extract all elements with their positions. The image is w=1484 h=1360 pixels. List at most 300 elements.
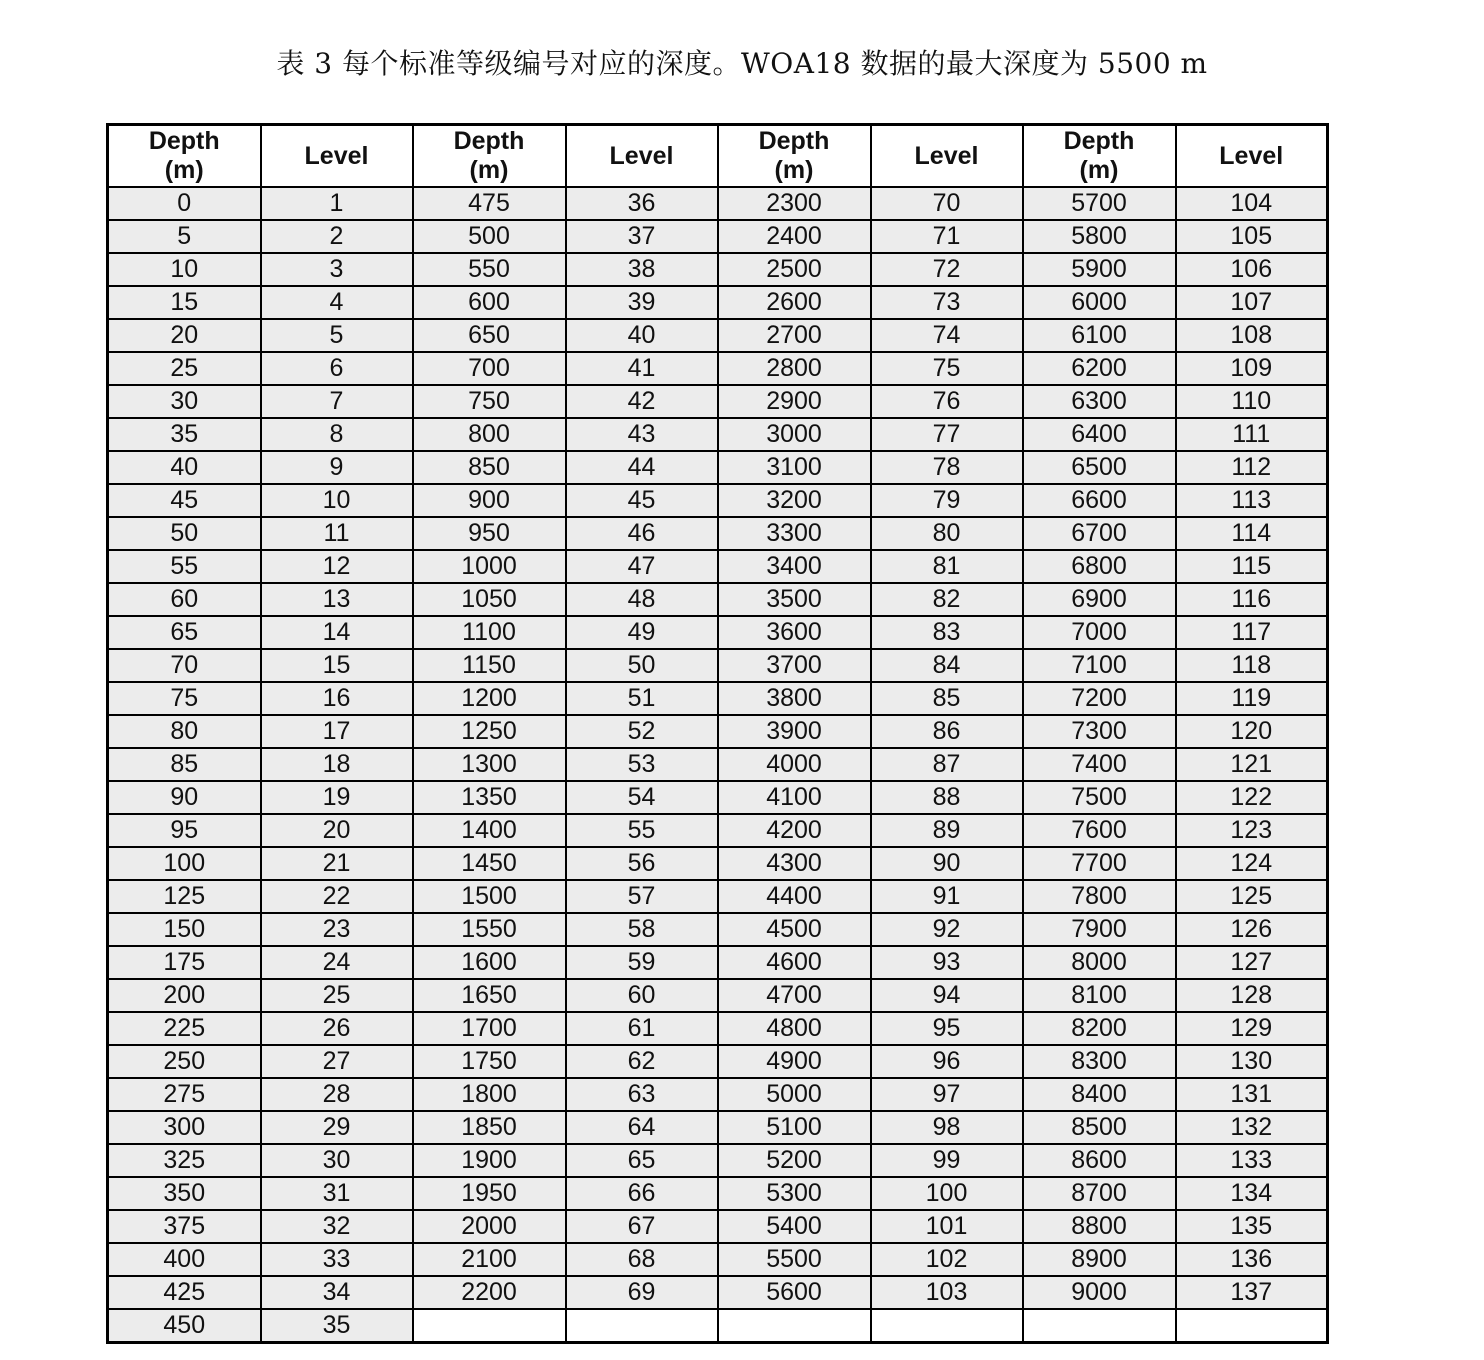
depth-cell: 7000 — [1023, 616, 1176, 649]
depth-cell: 1700 — [413, 1012, 566, 1045]
level-cell: 70 — [871, 187, 1023, 220]
level-cell: 74 — [871, 319, 1023, 352]
level-cell: 27 — [261, 1045, 413, 1078]
level-cell: 112 — [1176, 451, 1328, 484]
depth-cell: 8500 — [1023, 1111, 1176, 1144]
level-cell: 5 — [261, 319, 413, 352]
depth-cell: 8800 — [1023, 1210, 1176, 1243]
depth-cell: 1350 — [413, 781, 566, 814]
level-cell: 81 — [871, 550, 1023, 583]
table-row — [108, 1012, 1328, 1045]
depth-cell: 1400 — [413, 814, 566, 847]
depth-cell: 1650 — [413, 979, 566, 1012]
level-cell: 39 — [566, 286, 718, 319]
depth-cell: 1550 — [413, 913, 566, 946]
depth-cell: 8900 — [1023, 1243, 1176, 1276]
level-cell: 79 — [871, 484, 1023, 517]
level-cell: 48 — [566, 583, 718, 616]
depth-cell: 70 — [108, 649, 261, 682]
level-cell: 88 — [871, 781, 1023, 814]
level-cell: 68 — [566, 1243, 718, 1276]
level-cell: 14 — [261, 616, 413, 649]
level-cell: 60 — [566, 979, 718, 1012]
level-cell: 109 — [1176, 352, 1328, 385]
depth-cell: 650 — [413, 319, 566, 352]
level-cell: 38 — [566, 253, 718, 286]
level-cell: 91 — [871, 880, 1023, 913]
level-cell: 85 — [871, 682, 1023, 715]
table-row — [108, 946, 1328, 979]
level-cell: 4 — [261, 286, 413, 319]
depth-cell: 3600 — [718, 616, 871, 649]
depth-cell: 1300 — [413, 748, 566, 781]
depth-cell: 25 — [108, 352, 261, 385]
level-cell: 33 — [261, 1243, 413, 1276]
level-cell: 95 — [871, 1012, 1023, 1045]
depth-cell: 375 — [108, 1210, 261, 1243]
depth-cell: 5900 — [1023, 253, 1176, 286]
table-row — [108, 1309, 1328, 1343]
depth-cell: 325 — [108, 1144, 261, 1177]
level-cell: 117 — [1176, 616, 1328, 649]
table-row — [108, 1276, 1328, 1309]
table-row — [108, 979, 1328, 1012]
level-cell: 125 — [1176, 880, 1328, 913]
depth-cell: 1250 — [413, 715, 566, 748]
depth-cell: 5500 — [718, 1243, 871, 1276]
depth-cell: 4200 — [718, 814, 871, 847]
level-cell: 132 — [1176, 1111, 1328, 1144]
level-cell: 94 — [871, 979, 1023, 1012]
table-body — [108, 187, 1328, 1343]
depth-cell: 7500 — [1023, 781, 1176, 814]
depth-cell: 7700 — [1023, 847, 1176, 880]
level-cell: 13 — [261, 583, 413, 616]
depth-cell: 4000 — [718, 748, 871, 781]
level-cell: 122 — [1176, 781, 1328, 814]
table-row — [108, 352, 1328, 385]
depth-cell: 2700 — [718, 319, 871, 352]
table-row — [108, 715, 1328, 748]
level-cell: 77 — [871, 418, 1023, 451]
table-row — [108, 1144, 1328, 1177]
level-cell: 32 — [261, 1210, 413, 1243]
level-cell: 19 — [261, 781, 413, 814]
depth-cell: 6600 — [1023, 484, 1176, 517]
header-row — [108, 125, 1328, 188]
level-cell: 133 — [1176, 1144, 1328, 1177]
level-cell: 124 — [1176, 847, 1328, 880]
level-cell: 71 — [871, 220, 1023, 253]
depth-cell: 40 — [108, 451, 261, 484]
level-cell: 59 — [566, 946, 718, 979]
depth-cell: 8700 — [1023, 1177, 1176, 1210]
depth-cell: 4700 — [718, 979, 871, 1012]
depth-cell: 2400 — [718, 220, 871, 253]
depth-cell: 175 — [108, 946, 261, 979]
level-cell: 58 — [566, 913, 718, 946]
depth-cell: 3900 — [718, 715, 871, 748]
table-row — [108, 616, 1328, 649]
level-cell: 36 — [566, 187, 718, 220]
table-row — [108, 517, 1328, 550]
header-depth: Depth (m) — [718, 125, 871, 188]
level-cell: 65 — [566, 1144, 718, 1177]
level-cell: 20 — [261, 814, 413, 847]
level-cell: 129 — [1176, 1012, 1328, 1045]
level-cell: 24 — [261, 946, 413, 979]
depth-cell: 2900 — [718, 385, 871, 418]
level-cell: 21 — [261, 847, 413, 880]
level-cell: 49 — [566, 616, 718, 649]
level-cell: 80 — [871, 517, 1023, 550]
level-cell: 130 — [1176, 1045, 1328, 1078]
level-cell: 78 — [871, 451, 1023, 484]
level-cell: 83 — [871, 616, 1023, 649]
header-depth: Depth (m) — [413, 125, 566, 188]
depth-cell: 2600 — [718, 286, 871, 319]
level-cell: 15 — [261, 649, 413, 682]
level-cell: 57 — [566, 880, 718, 913]
depth-cell: 250 — [108, 1045, 261, 1078]
table-row — [108, 781, 1328, 814]
depth-cell: 8300 — [1023, 1045, 1176, 1078]
level-cell: 99 — [871, 1144, 1023, 1177]
depth-cell: 5700 — [1023, 187, 1176, 220]
table-row — [108, 319, 1328, 352]
depth-cell: 4600 — [718, 946, 871, 979]
level-cell: 62 — [566, 1045, 718, 1078]
level-cell: 10 — [261, 484, 413, 517]
depth-cell: 50 — [108, 517, 261, 550]
level-cell: 11 — [261, 517, 413, 550]
depth-cell — [1023, 1309, 1176, 1343]
depth-cell: 2100 — [413, 1243, 566, 1276]
depth-cell: 7200 — [1023, 682, 1176, 715]
depth-cell: 125 — [108, 880, 261, 913]
level-cell: 28 — [261, 1078, 413, 1111]
depth-cell: 7900 — [1023, 913, 1176, 946]
depth-cell: 4800 — [718, 1012, 871, 1045]
depth-cell: 100 — [108, 847, 261, 880]
header-level: Level — [871, 125, 1023, 188]
level-cell: 128 — [1176, 979, 1328, 1012]
level-cell: 92 — [871, 913, 1023, 946]
depth-cell: 6700 — [1023, 517, 1176, 550]
depth-cell: 275 — [108, 1078, 261, 1111]
level-cell: 100 — [871, 1177, 1023, 1210]
depth-cell: 700 — [413, 352, 566, 385]
table-row — [108, 913, 1328, 946]
level-cell: 118 — [1176, 649, 1328, 682]
level-cell: 131 — [1176, 1078, 1328, 1111]
depth-cell: 1900 — [413, 1144, 566, 1177]
table-row — [108, 583, 1328, 616]
level-cell: 47 — [566, 550, 718, 583]
level-cell: 120 — [1176, 715, 1328, 748]
table-row — [108, 187, 1328, 220]
level-cell: 54 — [566, 781, 718, 814]
table-row — [108, 847, 1328, 880]
depth-cell: 5100 — [718, 1111, 871, 1144]
depth-cell: 3000 — [718, 418, 871, 451]
depth-cell: 2300 — [718, 187, 871, 220]
header-level: Level — [261, 125, 413, 188]
table-row — [108, 748, 1328, 781]
level-cell: 93 — [871, 946, 1023, 979]
depth-cell: 8100 — [1023, 979, 1176, 1012]
level-cell: 135 — [1176, 1210, 1328, 1243]
depth-cell: 5600 — [718, 1276, 871, 1309]
depth-level-table — [106, 123, 1329, 1344]
level-cell: 26 — [261, 1012, 413, 1045]
depth-cell: 5000 — [718, 1078, 871, 1111]
depth-cell: 1450 — [413, 847, 566, 880]
level-cell: 41 — [566, 352, 718, 385]
level-cell: 64 — [566, 1111, 718, 1144]
table-row — [108, 880, 1328, 913]
level-cell: 53 — [566, 748, 718, 781]
depth-cell: 1750 — [413, 1045, 566, 1078]
depth-cell: 30 — [108, 385, 261, 418]
depth-cell: 1000 — [413, 550, 566, 583]
depth-cell: 6100 — [1023, 319, 1176, 352]
depth-cell: 4500 — [718, 913, 871, 946]
level-cell: 31 — [261, 1177, 413, 1210]
level-cell: 17 — [261, 715, 413, 748]
level-cell: 9 — [261, 451, 413, 484]
depth-cell: 5800 — [1023, 220, 1176, 253]
level-cell: 22 — [261, 880, 413, 913]
depth-cell: 95 — [108, 814, 261, 847]
level-cell: 119 — [1176, 682, 1328, 715]
level-cell: 75 — [871, 352, 1023, 385]
depth-cell: 2800 — [718, 352, 871, 385]
level-cell: 114 — [1176, 517, 1328, 550]
depth-cell: 500 — [413, 220, 566, 253]
level-cell: 29 — [261, 1111, 413, 1144]
level-cell: 87 — [871, 748, 1023, 781]
depth-cell: 8000 — [1023, 946, 1176, 979]
level-cell: 56 — [566, 847, 718, 880]
depth-cell: 1100 — [413, 616, 566, 649]
level-cell: 16 — [261, 682, 413, 715]
depth-cell: 850 — [413, 451, 566, 484]
depth-cell: 5300 — [718, 1177, 871, 1210]
table-row — [108, 220, 1328, 253]
level-cell: 69 — [566, 1276, 718, 1309]
level-cell: 37 — [566, 220, 718, 253]
header-depth: Depth (m) — [108, 125, 261, 188]
level-cell: 51 — [566, 682, 718, 715]
depth-cell: 7800 — [1023, 880, 1176, 913]
depth-cell: 4100 — [718, 781, 871, 814]
level-cell: 86 — [871, 715, 1023, 748]
level-cell: 34 — [261, 1276, 413, 1309]
level-cell: 1 — [261, 187, 413, 220]
depth-cell: 150 — [108, 913, 261, 946]
depth-cell: 2200 — [413, 1276, 566, 1309]
level-cell: 23 — [261, 913, 413, 946]
depth-cell: 6900 — [1023, 583, 1176, 616]
level-cell: 127 — [1176, 946, 1328, 979]
header-level: Level — [566, 125, 718, 188]
depth-cell: 75 — [108, 682, 261, 715]
depth-cell: 90 — [108, 781, 261, 814]
level-cell: 123 — [1176, 814, 1328, 847]
level-cell: 103 — [871, 1276, 1023, 1309]
depth-cell: 1500 — [413, 880, 566, 913]
level-cell: 40 — [566, 319, 718, 352]
depth-cell: 225 — [108, 1012, 261, 1045]
level-cell: 12 — [261, 550, 413, 583]
table-row — [108, 418, 1328, 451]
level-cell: 102 — [871, 1243, 1023, 1276]
level-cell: 76 — [871, 385, 1023, 418]
level-cell: 52 — [566, 715, 718, 748]
level-cell: 63 — [566, 1078, 718, 1111]
table-row — [108, 814, 1328, 847]
level-cell: 45 — [566, 484, 718, 517]
depth-cell: 4900 — [718, 1045, 871, 1078]
level-cell: 82 — [871, 583, 1023, 616]
depth-cell: 4400 — [718, 880, 871, 913]
depth-cell: 3700 — [718, 649, 871, 682]
level-cell: 89 — [871, 814, 1023, 847]
level-cell: 46 — [566, 517, 718, 550]
depth-cell: 1950 — [413, 1177, 566, 1210]
level-cell: 2 — [261, 220, 413, 253]
depth-cell: 1200 — [413, 682, 566, 715]
depth-cell: 0 — [108, 187, 261, 220]
depth-cell: 475 — [413, 187, 566, 220]
level-cell: 107 — [1176, 286, 1328, 319]
level-cell: 126 — [1176, 913, 1328, 946]
depth-cell: 85 — [108, 748, 261, 781]
depth-cell: 350 — [108, 1177, 261, 1210]
depth-cell: 6000 — [1023, 286, 1176, 319]
depth-cell: 7600 — [1023, 814, 1176, 847]
level-cell: 73 — [871, 286, 1023, 319]
level-cell: 113 — [1176, 484, 1328, 517]
level-cell: 121 — [1176, 748, 1328, 781]
table-row — [108, 1177, 1328, 1210]
depth-cell: 9000 — [1023, 1276, 1176, 1309]
table-row — [108, 1111, 1328, 1144]
depth-cell: 5200 — [718, 1144, 871, 1177]
level-cell — [566, 1309, 718, 1343]
depth-cell: 35 — [108, 418, 261, 451]
level-cell: 72 — [871, 253, 1023, 286]
depth-cell: 550 — [413, 253, 566, 286]
depth-cell: 20 — [108, 319, 261, 352]
level-cell — [871, 1309, 1023, 1343]
depth-cell: 60 — [108, 583, 261, 616]
depth-cell — [413, 1309, 566, 1343]
depth-cell: 400 — [108, 1243, 261, 1276]
table-row — [108, 550, 1328, 583]
depth-cell: 55 — [108, 550, 261, 583]
level-cell: 35 — [261, 1309, 413, 1343]
level-cell: 136 — [1176, 1243, 1328, 1276]
table-row — [108, 484, 1328, 517]
level-cell: 96 — [871, 1045, 1023, 1078]
depth-cell: 300 — [108, 1111, 261, 1144]
depth-cell: 3100 — [718, 451, 871, 484]
table-header — [108, 125, 1328, 188]
level-cell: 6 — [261, 352, 413, 385]
depth-cell: 6500 — [1023, 451, 1176, 484]
level-cell — [1176, 1309, 1328, 1343]
depth-cell: 7300 — [1023, 715, 1176, 748]
depth-cell: 750 — [413, 385, 566, 418]
level-cell: 108 — [1176, 319, 1328, 352]
depth-cell: 950 — [413, 517, 566, 550]
level-cell: 134 — [1176, 1177, 1328, 1210]
level-cell: 90 — [871, 847, 1023, 880]
depth-cell: 3400 — [718, 550, 871, 583]
table-row — [108, 682, 1328, 715]
depth-cell: 6800 — [1023, 550, 1176, 583]
level-cell: 7 — [261, 385, 413, 418]
level-cell: 55 — [566, 814, 718, 847]
depth-cell: 1600 — [413, 946, 566, 979]
depth-cell: 1850 — [413, 1111, 566, 1144]
depth-cell: 900 — [413, 484, 566, 517]
depth-cell: 5400 — [718, 1210, 871, 1243]
depth-cell: 1050 — [413, 583, 566, 616]
depth-cell: 6400 — [1023, 418, 1176, 451]
table-row — [108, 253, 1328, 286]
table-row — [108, 1243, 1328, 1276]
level-cell: 111 — [1176, 418, 1328, 451]
level-cell: 25 — [261, 979, 413, 1012]
level-cell: 84 — [871, 649, 1023, 682]
depth-cell: 8400 — [1023, 1078, 1176, 1111]
depth-cell: 6300 — [1023, 385, 1176, 418]
depth-cell: 450 — [108, 1309, 261, 1343]
table-row — [108, 649, 1328, 682]
depth-cell: 7400 — [1023, 748, 1176, 781]
header-depth: Depth (m) — [1023, 125, 1176, 188]
table-row — [108, 1210, 1328, 1243]
depth-cell: 4300 — [718, 847, 871, 880]
depth-cell: 5 — [108, 220, 261, 253]
level-cell: 137 — [1176, 1276, 1328, 1309]
depth-cell — [718, 1309, 871, 1343]
depth-cell: 425 — [108, 1276, 261, 1309]
header-level: Level — [1176, 125, 1328, 188]
level-cell: 18 — [261, 748, 413, 781]
depth-cell: 3500 — [718, 583, 871, 616]
table-row — [108, 286, 1328, 319]
table-row — [108, 451, 1328, 484]
depth-cell: 7100 — [1023, 649, 1176, 682]
depth-cell: 8200 — [1023, 1012, 1176, 1045]
depth-cell: 3200 — [718, 484, 871, 517]
depth-cell: 45 — [108, 484, 261, 517]
depth-cell: 15 — [108, 286, 261, 319]
level-cell: 98 — [871, 1111, 1023, 1144]
level-cell: 106 — [1176, 253, 1328, 286]
depth-cell: 80 — [108, 715, 261, 748]
depth-cell: 6200 — [1023, 352, 1176, 385]
depth-cell: 200 — [108, 979, 261, 1012]
level-cell: 61 — [566, 1012, 718, 1045]
table-row — [108, 385, 1328, 418]
level-cell: 115 — [1176, 550, 1328, 583]
level-cell: 104 — [1176, 187, 1328, 220]
